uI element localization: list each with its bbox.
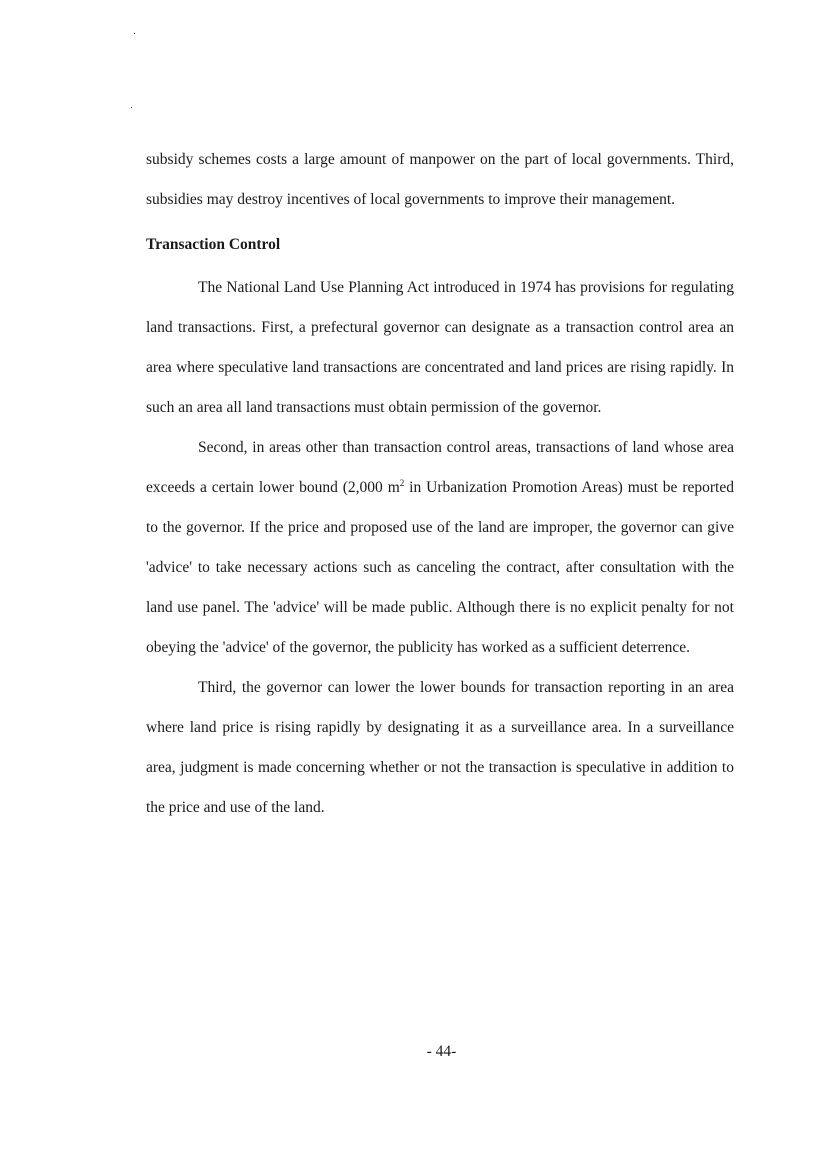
paragraph-surveillance-areas: Third, the governor can lower the lower bounds for transaction reporting in an area where land price is rising rapidly by designating it as a surveillance area. In a surveillance area, judgment is made concerning whether or not the transaction is speculative in addition to the price and use of the land. <box>146 679 734 816</box>
section-heading: Transaction Control <box>146 236 281 253</box>
superscript: 2 <box>399 477 405 488</box>
paragraph-text: in Urbanization Promotion Areas) must be reported to the governor. If the price and proposed use of the land are improper, the governor can give 'advice' to take necessary actions such as canceling the contract, after consultation with the land use panel. The 'advice' will be made public. Although there is no explicit penalty for not obeying the 'advice' of the governor, the publicity has worked as a sufficient deterrence. <box>146 479 734 656</box>
scan-speck <box>131 107 132 108</box>
continuation-paragraph: subsidy schemes costs a large amount of manpower on the part of local governments. Third, subsidies may destroy incentives of local governments to improve their management. <box>146 151 734 208</box>
page-body <box>146 140 734 828</box>
page-number: - 44- <box>426 1043 457 1060</box>
paragraph-transaction-reporting <box>146 428 734 668</box>
paragraph-transaction-control-areas: The National Land Use Planning Act introduced in 1974 has provisions for regulating land transactions. First, a prefectural governor can designate as a transaction control area an area where speculative land transactions are concentrated and land prices are rising rapidly. In such an area all land transactions must obtain permission of the governor. <box>146 279 734 416</box>
scan-speck <box>134 33 135 34</box>
paragraph-text: Second, in areas other than transaction control areas, transactions of land whose area exceeds a certain lower bound (2,000 m <box>146 439 734 496</box>
